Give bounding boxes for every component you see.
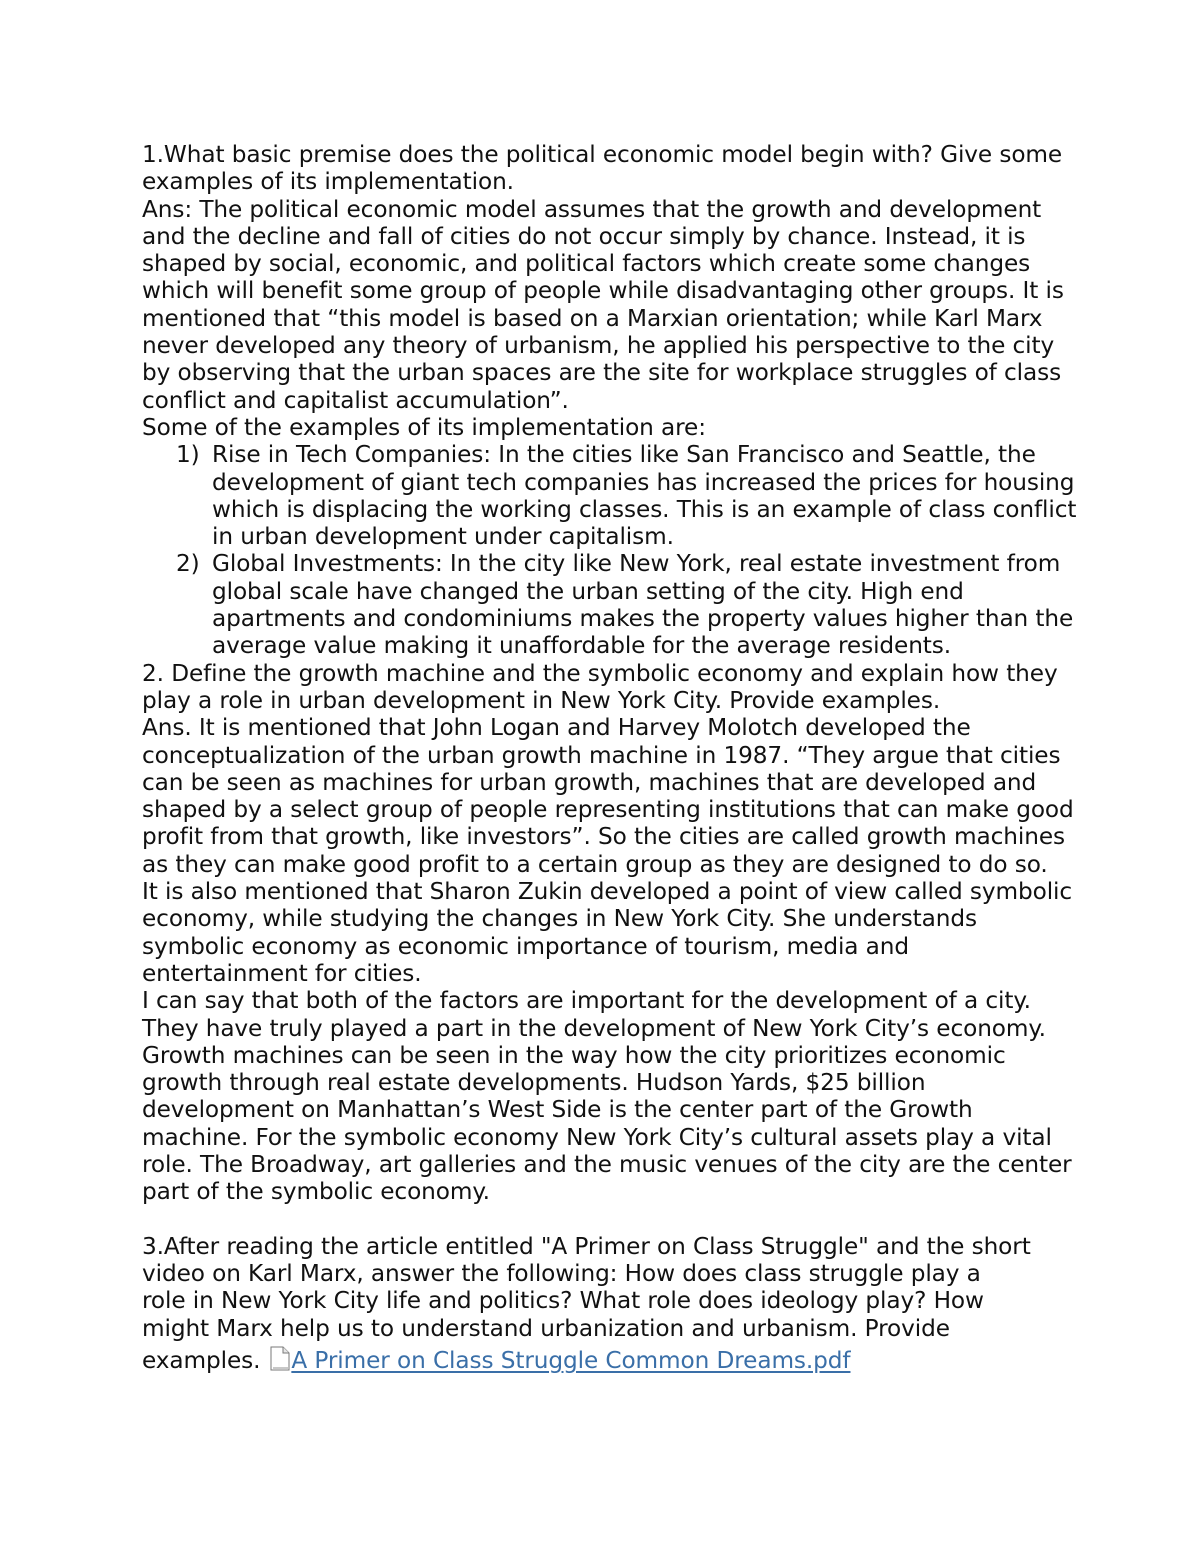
q2-symbolic-economy-paragraph: It is also mentioned that Sharon Zukin developed a point of view called symbolic economy, while studying the changes in New York City. She understands symbolic economy as economic importance of tourism, media and entertainment for cities. [142,878,1073,987]
q2-question: 2. Define the growth machine and the symbolic economy and explain how they play a role in urban development in New York City. Provide examples. [142,659,1058,714]
q3-question-last-text: examples. [142,1347,261,1375]
list-item-text: Global Investments: In the city like New York, real estate investment from global scale have changed the urban setting of the city. High end apartments and condominiums makes the property values higher than the average value making it unaffordable for the average residents. [212,550,1074,660]
q1-answer: Ans: The political economic model assumes that the growth and development and the decline and fall of cities do not occur simply by chance. Instead, it is shaped by social, economic, and political factors which create some changes which will benefit some group of people while disadvantaging other groups. It is mentioned that “this model is based on a Marxian orientation; while Karl Marx never developed any theory of urbanism, he applied his perspective to the city by observing that the urban spaces are the site for workplace struggles of class conflict and capitalist accumulation”. [142,195,1064,414]
list-number: 2) [176,550,200,578]
list-item [142,441,1077,550]
attachment-link[interactable]: A Primer on Class Struggle Common Dreams.pdf [291,1347,851,1375]
list-number: 1) [176,441,200,469]
q3-question-line: 3.After reading the article entitled "A Primer on Class Struggle" and the short [142,1232,1031,1260]
q2-conclusion-paragraph: I can say that both of the factors are important for the development of a city. They have truly played a part in the development of New York City’s economy. Growth machines can be seen in the way how the city prioritizes economic growth through real estate developments. Hudson Yards, $25 billion development on Manhattan’s West Side is the center part of the Growth machine. For the symbolic economy New York City’s cultural assets play a vital role. The Broadway, art galleries and the music venues of the city are the center part of the symbolic economy. [142,987,1072,1206]
q1-question: 1.What basic premise does the political economic model begin with? Give some examples of its implementation. [142,141,1063,196]
list-item-text: Rise in Tech Companies: In the cities like San Francisco and Seattle, the development of giant tech companies has increased the prices for housing which is displacing the working classes. This is an example of class conflict in urban development under capitalism. [212,441,1077,551]
q2-answer: Ans. It is mentioned that John Logan and Harvey Molotch developed the conceptualization of the urban growth machine in 1987. “They argue that cities can be seen as machines for urban growth, machines that are developed and shaped by a select group of people representing institutions that can make good profit from that growth, like investors”. So the cities are called growth machines as they can make good profit to a certain group as they are designed to do so. [142,714,1074,878]
q3-question-line: video on Karl Marx, answer the following: How does class struggle play a [142,1260,981,1288]
document-file-icon[interactable] [270,1346,290,1371]
blank-line [142,1206,1077,1233]
q1-examples-intro: Some of the examples of its implementation are: [142,413,706,441]
q3-question-line: might Marx help us to understand urbanization and urbanism. Provide [142,1314,950,1342]
q3-question-last-line [142,1346,1077,1374]
q3-question-line: role in New York City life and politics? What role does ideology play? How [142,1287,984,1315]
list-item [142,550,1077,659]
document-page [142,141,1077,1374]
q3-question [142,1233,1077,1374]
